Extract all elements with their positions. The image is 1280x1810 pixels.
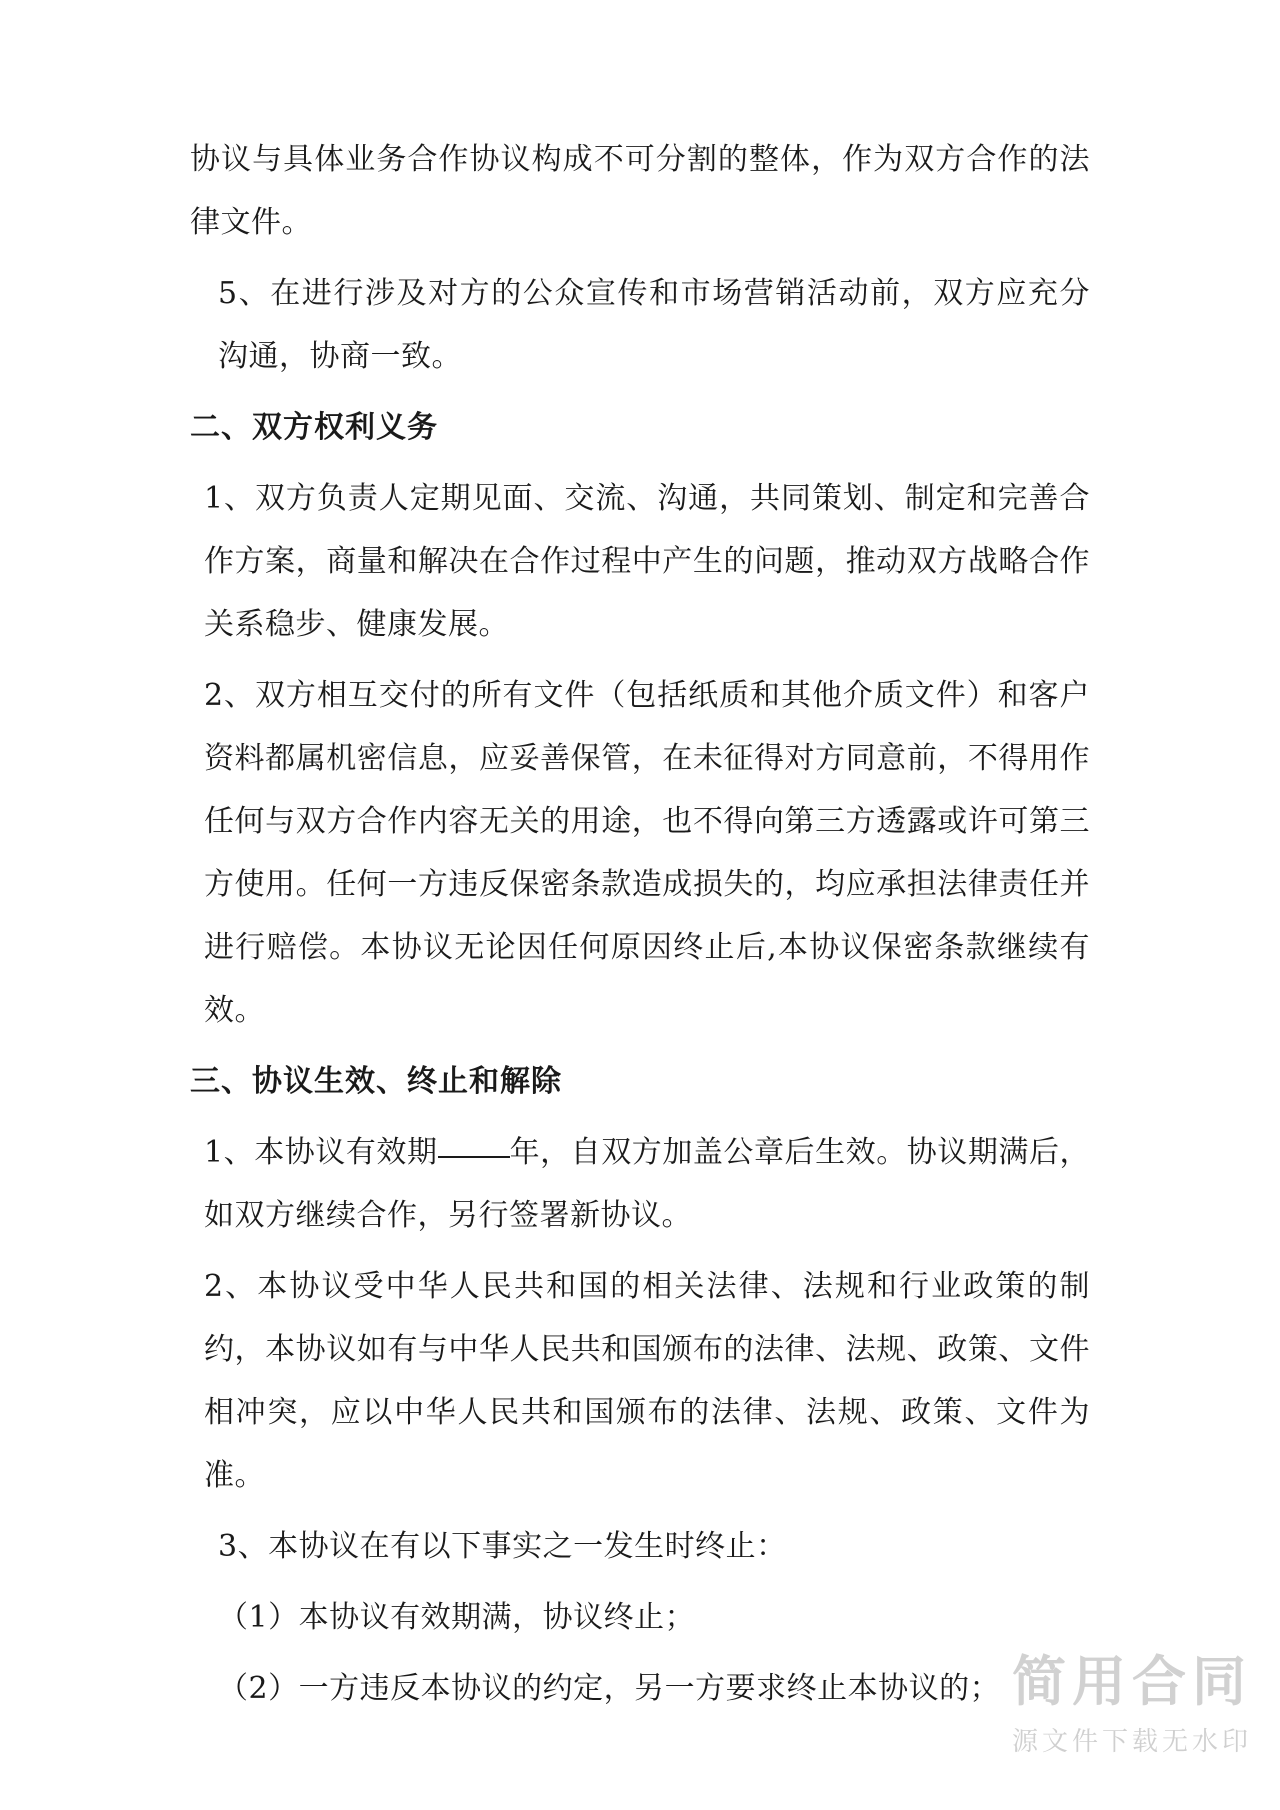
document-body [190, 128, 1090, 1728]
clause-3-1-suffix: 年，自双方加盖公章后生效。协议期满后，如双方继续合作，另行签署新协议。 [204, 1135, 1091, 1233]
watermark-main-text: 简用合同 [1011, 1650, 1252, 1714]
clause-3-1-prefix: 1、本协议有效期 [204, 1135, 438, 1170]
paragraph-3-2: 2、本协议受中华人民共和国的相关法律、法规和行业政策的制约，本协议如有与中华人民共和国颁布的法律、法规、政策、文件相冲突，应以中华人民共和国颁布的法律、法规、政策、文件为准。 [204, 1269, 1090, 1493]
watermark-sub-text: 源文件下载无水印 [1011, 1727, 1252, 1757]
paragraph-2-2: 2、双方相互交付的所有文件（包括纸质和其他介质文件）和客户资料都属机密信息，应妥善保管，在未征得对方同意前，不得用作任何与双方合作内容无关的用途，也不得向第三方透露或许可第三方使用。任何一方违反保密条款造成损失的，均应承担法律责任并进行赔偿。本协议无论因任何原因终止后,本协议保密条款继续有效。 [204, 678, 1090, 1028]
heading-section-three: 三、协议生效、终止和解除 [190, 1064, 562, 1099]
paragraph-3-3-item-1: （1）本协议有效期满，协议终止； [218, 1600, 696, 1635]
term-years-blank-field[interactable] [438, 1156, 510, 1158]
heading-section-two: 二、双方权利义务 [190, 410, 438, 445]
paragraph-2-1: 1、双方负责人定期见面、交流、沟通，共同策划、制定和完善合作方案，商量和解决在合作过程中产生的问题，推动双方战略合作关系稳步、健康发展。 [204, 481, 1090, 642]
paragraph-3-3: 3、本协议在有以下事实之一发生时终止： [218, 1529, 787, 1564]
paragraph-intro-continued: 协议与具体业务合作协议构成不可分割的整体，作为双方合作的法律文件。 [190, 142, 1090, 240]
paragraph-item-5: 5、在进行涉及对方的公众宣传和市场营销活动前，双方应充分沟通，协商一致。 [218, 276, 1090, 374]
paragraph-3-1 [190, 1121, 1090, 1247]
paragraph-3-3-item-2: （2）一方违反本协议的约定，另一方要求终止本协议的； [218, 1671, 1001, 1706]
